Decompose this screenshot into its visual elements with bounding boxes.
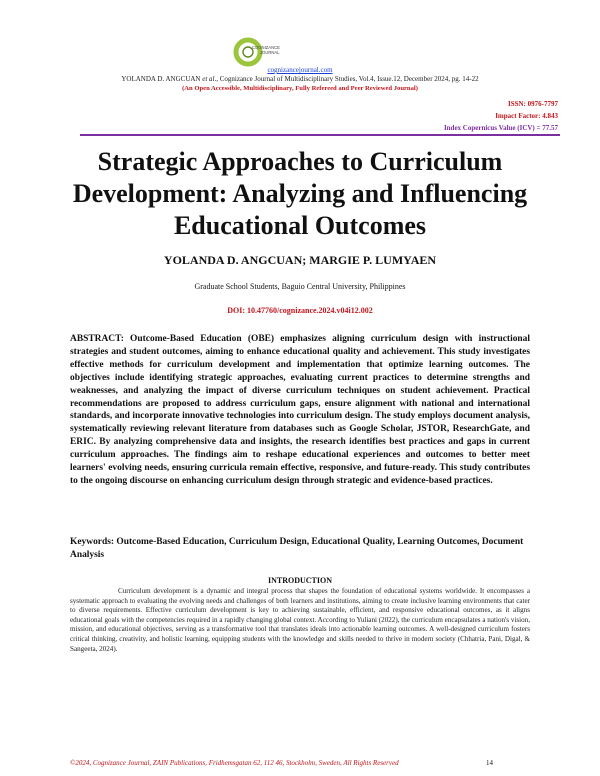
citation-source: ., Cognizance Journal of Multidisciplinary Studies, Vol.4, Issue.12, December 2024, pg. 14-22 [214,75,479,83]
page-number: 14 [486,759,493,767]
journal-website-link[interactable]: cognizancejournal.com [267,66,333,74]
header-divider [80,134,560,136]
icv-label: Index Copernicus Value (ICV) = 77.57 [443,124,558,132]
introduction-heading: INTRODUCTION [267,576,332,585]
citation-line [0,75,600,83]
author-affiliation: Graduate School Students, Baguio Central University, Philippines [194,282,406,291]
article-doi[interactable]: DOI: 10.47760/cognizance.2024.v04i12.002 [227,306,373,315]
impact-factor-label: Impact Factor: 4.843 [495,112,558,120]
logo-text: COGNIZANCE [252,45,280,50]
svg-text:JOURNAL: JOURNAL [260,50,280,55]
keywords-paragraph: Keywords: Outcome-Based Education, Curriculum Design, Educational Quality, Learning Outcomes, Document Analysis [70,537,524,560]
article-authors: YOLANDA D. ANGCUAN; MARGIE P. LUMYAEN [163,253,437,267]
journal-logo [232,36,296,68]
citation-etal: et al [202,75,215,83]
issn-label: ISSN: 0976-7797 [508,100,558,108]
introduction-paragraph: Curriculum development is a dynamic and integral process that shapes the foundation of educational systems worldwide. It encompasses a systematic approach to evaluating the evolving needs and challenges of both learners and institutions, aiming to create inclusive learning environments that cater to diverse requirements. Effective curriculum development is key to achieving sustainable, efficient, and responsive educational outcomes, as it aligns educational goals with the competencies required in a rapidly changing global context. According to Yuliani (2022), the curriculum encapsulates a nation's vision, mission, and educational objectives, serving as a transformative tool that translates ideals into actionable learning outcomes. A well-designed curriculum fosters critical thinking, creativity, and holistic learning, equipping students with the knowledge and skills needed to thrive in modern society (Chhatria, Pani, Digal, & Sangeeta, 2024). [70,587,530,653]
citation-author: YOLANDA D. ANGCUAN [121,75,203,83]
copyright-footer: ©2024, Cognizance Journal, ZAIN Publications, Fridhemsgatan 62, 112 46, Stockholm, Sweden, All Rights Reserved [70,759,399,767]
article-title: Strategic Approaches to Curriculum Development: Analyzing and Influencing Educational Outcomes [72,147,528,240]
open-access-note: (An Open Accessible, Multidisciplinary, Fully Refereed and Peer Reviewed Journal) [182,85,418,92]
abstract-paragraph: ABSTRACT: Outcome-Based Education (OBE) emphasizes aligning curriculum design with instructional strategies and student outcomes, aiming to enhance educational quality and achievement. This study investigates effective methods for curriculum development and implementation that optimize learning outcomes. The objectives include identifying strategic approaches, evaluating current practices to determine strengths and weaknesses, and analyzing the impact of diverse curriculum techniques on student achievement. Practical recommendations are proposed to address curriculum gaps, ensure alignment with national and international standards, and incorporate innovative technologies into curriculum design. The study employs document analysis, systematically reviewing relevant literature from databases such as Google Scholar, JSTOR, ResearchGate, and ERIC. By analyzing comprehensive data and insights, the research identifies best practices and gaps in current curriculum approaches. The findings aim to reshape educational experiences and outcomes to better meet learners' evolving needs, ensuring curricula remain effective, responsive, and future-ready. This study contributes to the ongoing discourse on enhancing curriculum design through strategic and evidence-based practices. [70,334,530,486]
